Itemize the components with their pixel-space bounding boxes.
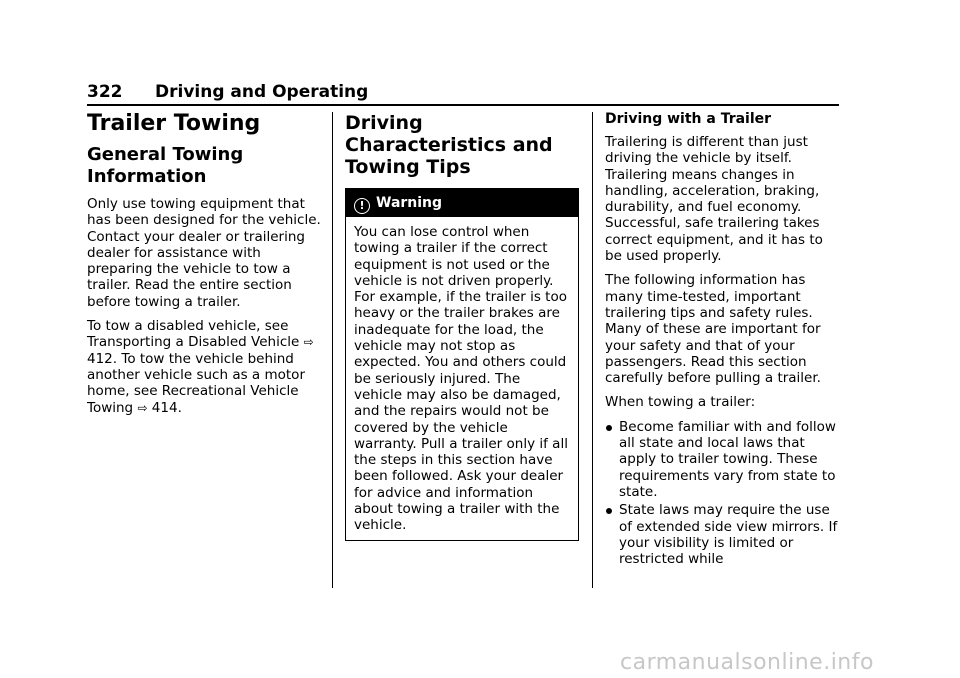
bullet-icon xyxy=(606,425,612,431)
column-divider xyxy=(592,112,593,588)
warning-label: Warning xyxy=(376,195,443,211)
warning-header xyxy=(346,189,578,217)
column-middle xyxy=(345,110,581,541)
paragraph: When towing a trailer: xyxy=(605,394,756,411)
bullet-list xyxy=(605,419,841,568)
paragraph: The following information has many time-tested, important trailering tips and safety rules. Many of these are important for your safety and that of your passengers. Read this section carefully before pulling a trailer. xyxy=(605,272,821,387)
warning-box xyxy=(345,188,579,541)
page-header xyxy=(87,82,839,104)
subsection-title: Driving Characteristics and Towing Tips xyxy=(345,112,553,178)
header-rule xyxy=(87,104,839,106)
paragraph xyxy=(87,318,323,416)
cross-reference-icon: ⇨ xyxy=(137,400,148,415)
warning-text: You can lose control when towing a trailer if the correct equipment is not used or the vehicle is not driven properly. For example, if the trailer is too heavy or the trailer brakes are inadequate for the load, the vehicle may not stop as expected. You and others could be seriously injured. The vehicle may also be damaged, and the repairs would not be covered by the vehicle warranty. Pull a trailer only if all the steps in this section have been followed. Ask your dealer for advice and information about towing a trailer with the vehicle. xyxy=(354,224,568,534)
watermark-logo: carmanualsonline.info xyxy=(620,650,874,675)
bullet-icon xyxy=(606,508,612,514)
list-item-text: Become familiar with and follow all state and local laws that apply to trailer towing. These requirements vary from state to state. xyxy=(619,418,836,500)
text: . To tow the vehicle behind another vehicle such as a motor home, see Recreational Vehicle Towing xyxy=(87,350,305,416)
subsection-title: Driving with a Trailer xyxy=(605,111,772,127)
subsection-title: General Towing Information xyxy=(87,144,244,187)
list-item xyxy=(605,419,841,500)
chapter-title: Trailer Towing xyxy=(87,111,261,136)
column-divider xyxy=(332,112,333,588)
column-right xyxy=(605,110,841,569)
list-item xyxy=(605,502,841,567)
list-item-text: State laws may require the use of extended side view mirrors. If your visibility is limited or restricted while xyxy=(619,502,838,568)
text: To tow a disabled vehicle, see Transporting a Disabled Vehicle xyxy=(87,318,300,351)
column-left xyxy=(87,110,323,424)
text: . xyxy=(177,399,182,416)
section-title: Driving and Operating xyxy=(155,82,369,102)
cross-reference-link[interactable]: 414 xyxy=(151,399,178,416)
cross-reference-icon: ⇨ xyxy=(303,335,314,350)
paragraph: Only use towing equipment that has been designed for the vehicle. Contact your dealer or trailering dealer for assistance with preparing the vehicle to tow a trailer. Read the entire section before towing a trailer. xyxy=(87,196,321,310)
page-number: 322 xyxy=(87,82,123,102)
warning-body xyxy=(346,217,578,540)
warning-icon: ! xyxy=(354,198,370,214)
paragraph: Trailering is different than just driving the vehicle by itself. Trailering means changes in handling, acceleration, braking, durability, and fuel economy. Successful, safe trailering takes correct equipment, and it has to be used properly. xyxy=(605,134,823,265)
cross-reference-link[interactable]: 412 xyxy=(87,350,113,367)
